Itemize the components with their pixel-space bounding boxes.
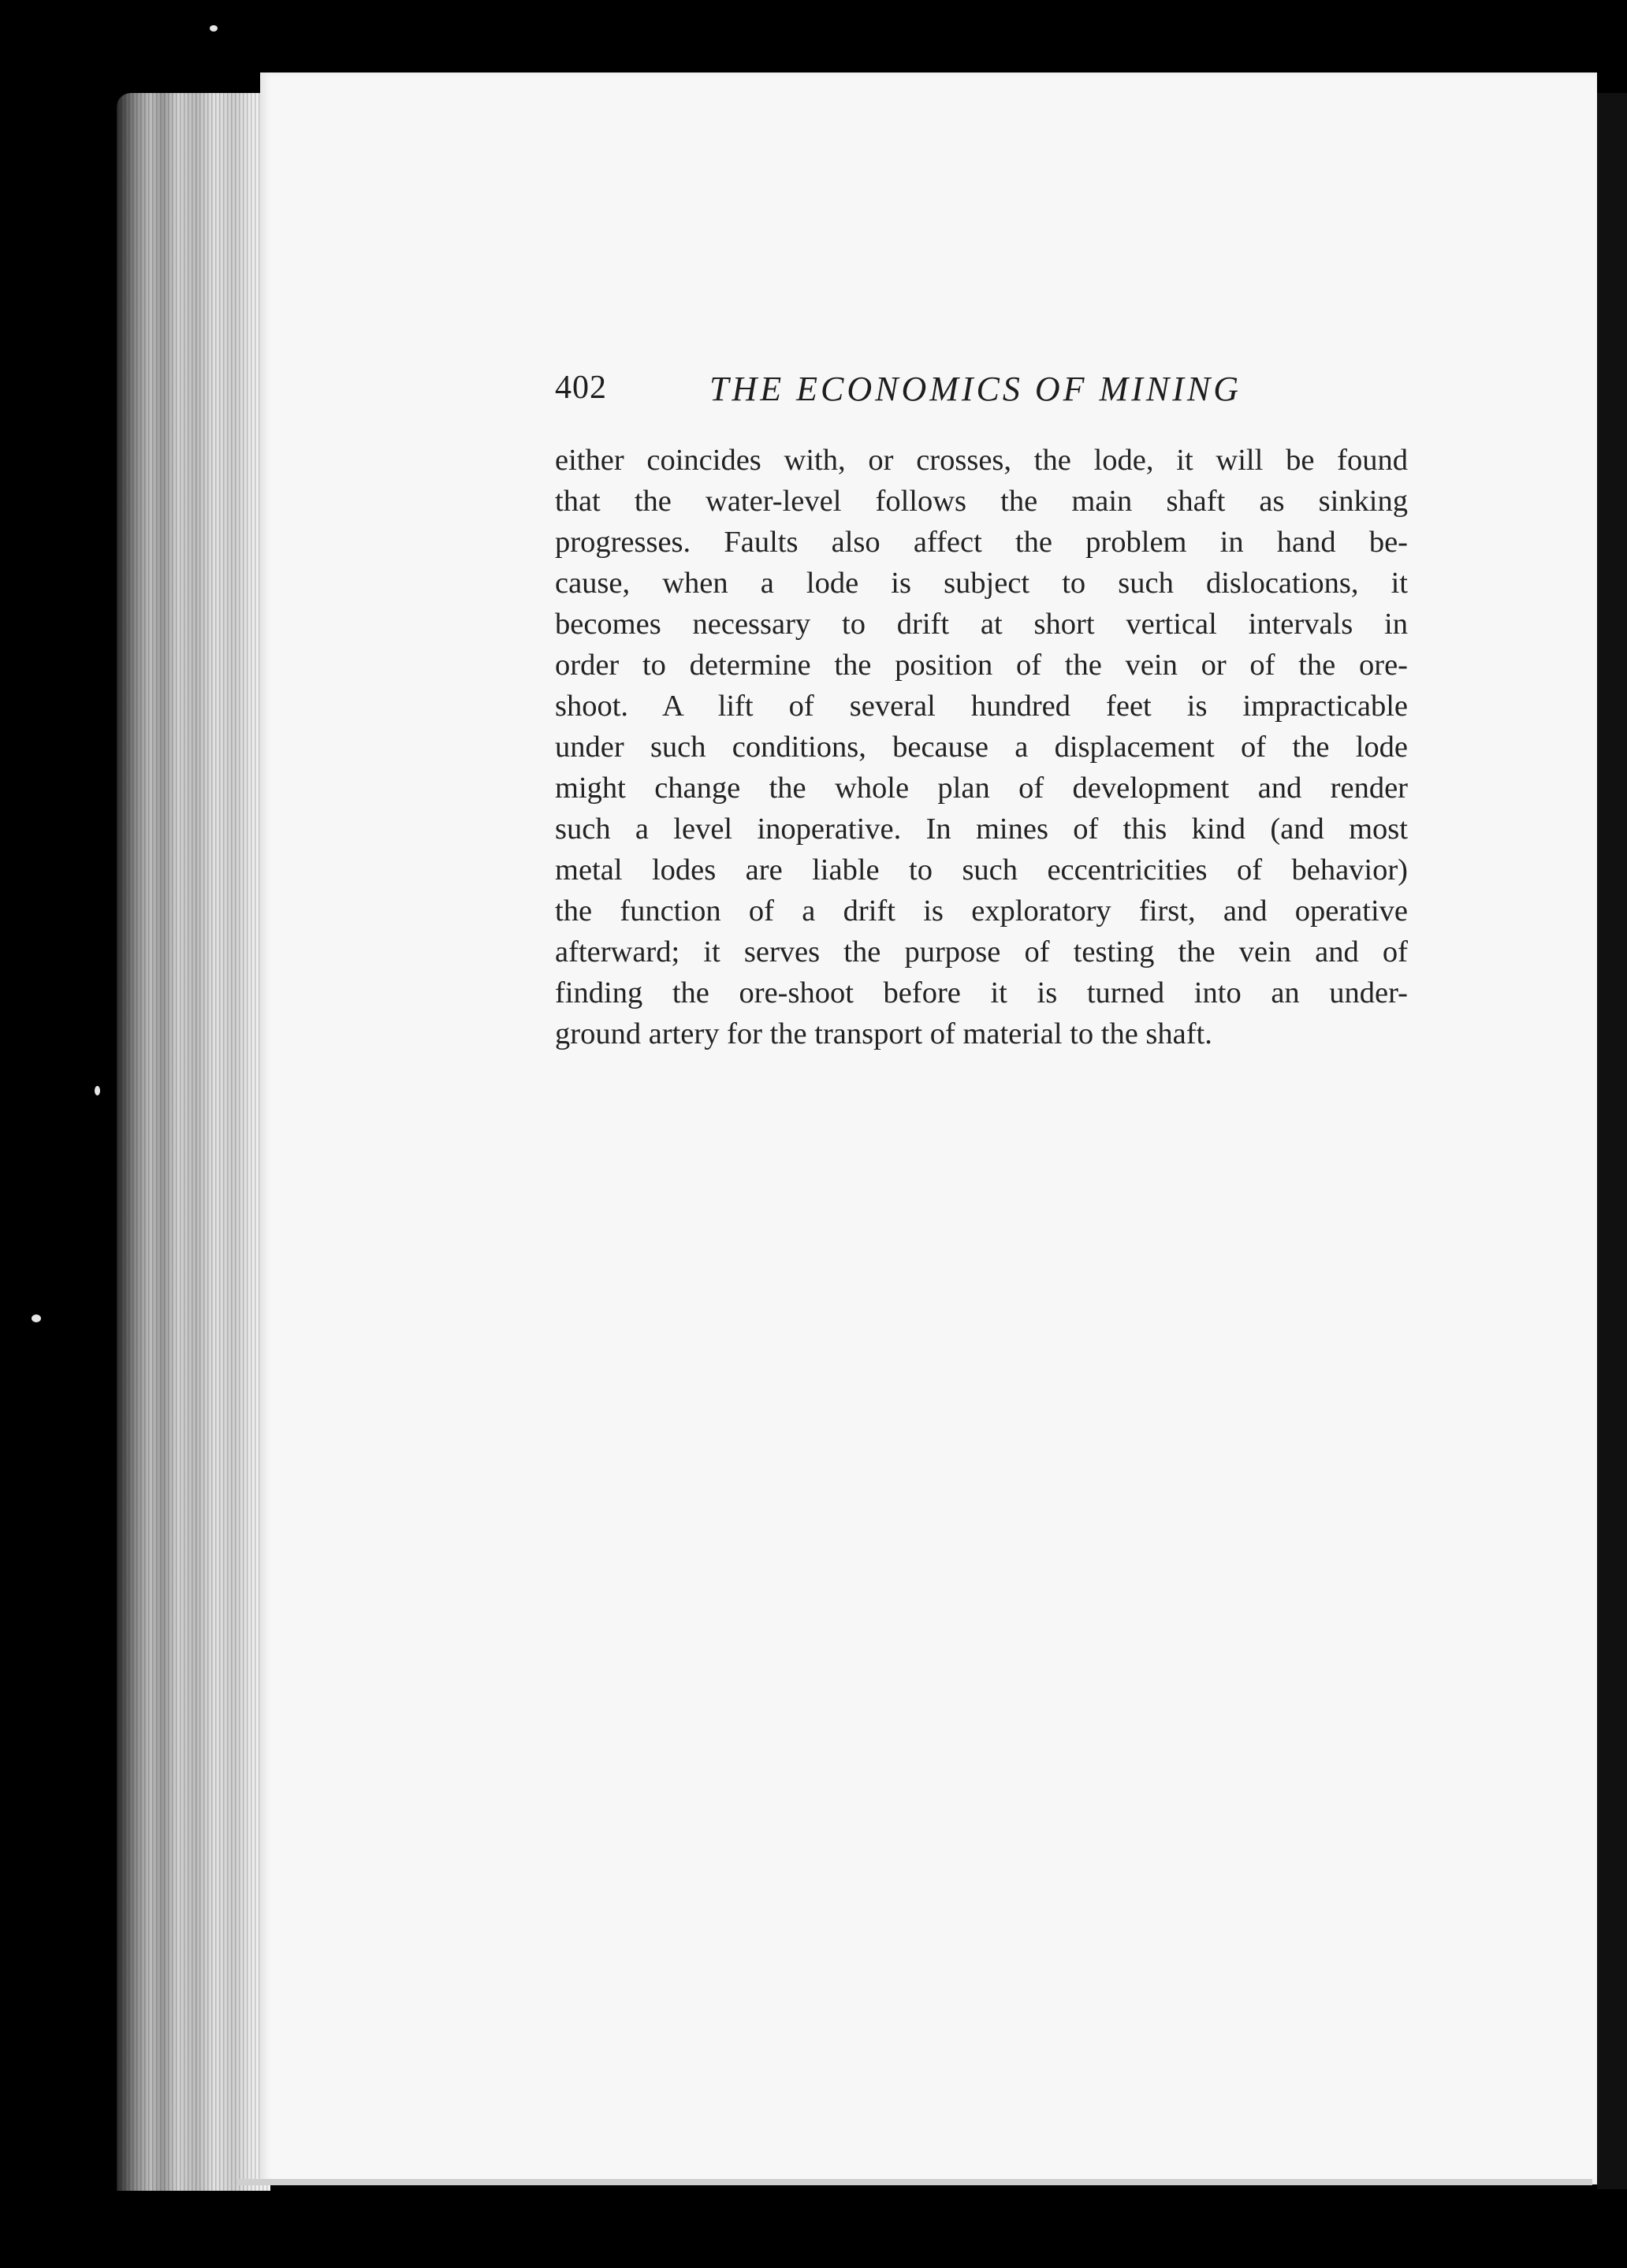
text-line: becomes necessary to drift at short vertical intervals in	[555, 608, 1408, 641]
text-line: progresses. Faults also affect the problem in hand be-	[555, 526, 1408, 559]
scan-speck	[210, 25, 218, 32]
text-line: either coincides with, or crosses, the lode, it will be found	[555, 444, 1408, 477]
text-line: shoot. A lift of several hundred feet is impracticable	[555, 690, 1408, 723]
scan-speck	[95, 1086, 100, 1095]
running-head: THE ECONOMICS OF MINING	[709, 370, 1242, 408]
text-line: order to determine the position of the vein or of the ore-	[555, 649, 1408, 682]
text-line: afterward; it serves the purpose of testing the vein and of	[555, 935, 1408, 969]
page-header	[555, 369, 1413, 416]
page-number: 402	[555, 370, 607, 406]
text-line: ground artery for the transport of material to the shaft.	[555, 1017, 1212, 1050]
text-line: that the water-level follows the main shaft as sinking	[555, 485, 1408, 518]
text-line: cause, when a lode is subject to such dislocations, it	[555, 567, 1408, 600]
scan-speck	[32, 1314, 41, 1322]
text-line: such a level inoperative. In mines of this kind (and most	[555, 812, 1408, 846]
text-line: the function of a drift is exploratory first, and operative	[555, 894, 1408, 928]
text-line: under such conditions, because a displacement of the lode	[555, 731, 1408, 764]
page-bottom-edge	[236, 2179, 1592, 2185]
page-edges	[117, 93, 270, 2191]
facing-page-edge	[1597, 93, 1627, 2189]
text-line: might change the whole plan of development and render	[555, 771, 1408, 805]
text-line: metal lodes are liable to such eccentricities of behavior)	[555, 853, 1408, 887]
body-paragraph	[555, 440, 1408, 1054]
text-line: finding the ore-shoot before it is turned into an under-	[555, 976, 1408, 1009]
